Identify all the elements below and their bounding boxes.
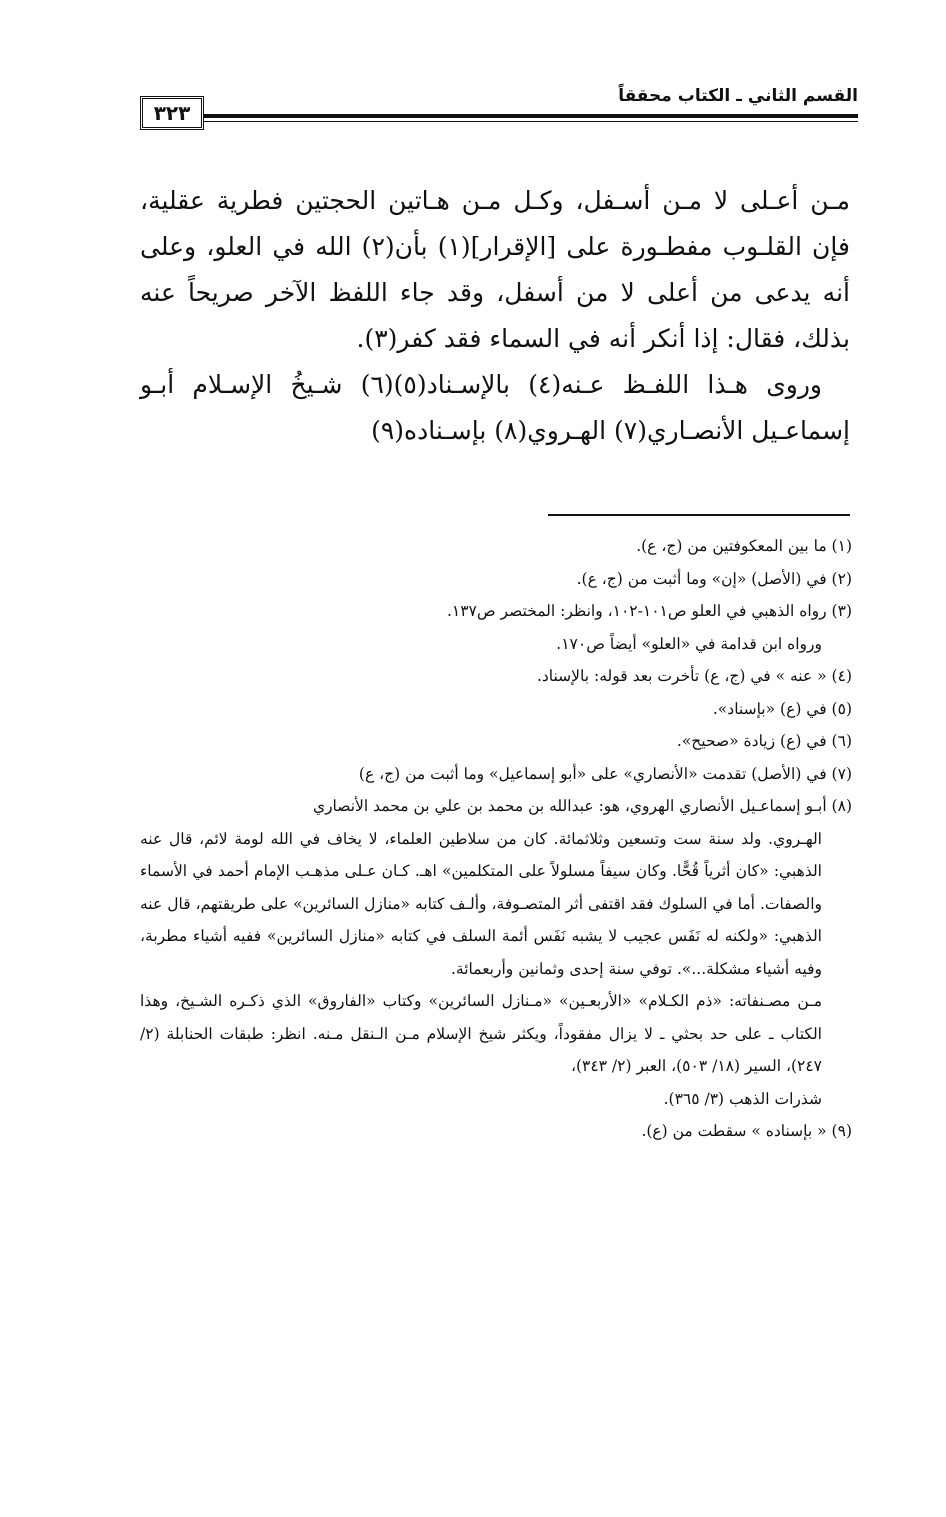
page-header xyxy=(140,84,858,144)
footnote-6: (٦) في (ع) زيادة «صحيح». xyxy=(676,732,852,750)
footnote-9: (٩) « بإسناده » سقطت من (ع). xyxy=(641,1122,852,1140)
running-title: القسم الثاني ـ الكتاب محققاً xyxy=(618,86,858,106)
header-rule-thin xyxy=(204,121,858,122)
main-text xyxy=(140,178,850,454)
footnote-7: (٧) في (الأصل) تقدمت «الأنصاري» على «أبو إسماعيل» وما أثبت من (ج، ع) xyxy=(358,764,852,783)
page-number: ٣٢٣ xyxy=(140,96,204,130)
footnote-8-continuation: شذرات الذهب (٣/ ٣٦٥). xyxy=(663,1089,822,1108)
footnote-2: (٢) في (الأصل) «إن» وما أثبت من (ج، ع). xyxy=(576,569,852,588)
footnote-5: (٥) في (ع) «بإسناد». xyxy=(712,699,852,718)
footnote-8-continuation: مـن مصـنفاته: «ذم الكـلام» «الأربعـين» «مـنازل السائرين» وكتاب «الفاروق» الذي ذكـره الشـيخ، وهذا الكتاب ـ على حد بحثي ـ لا يزال مفقوداً، ويكثر شيخ الإسلام مـن الـنقل مـنه. انظر: طبقات الحنابلة (٢/ ٢٤٧)، السير (١٨/ ٥٠٣)، العبر (٢/ ٣٤٣)، xyxy=(140,992,822,1075)
footnote-separator xyxy=(548,514,850,516)
footnote-3: (٣) رواه الذهبي في العلو ص١٠١-١٠٢، وانظر: المختصر ص١٣٧. xyxy=(446,602,852,620)
footnote-1: (١) ما بين المعكوفتين من (ج، ع). xyxy=(636,537,852,555)
paragraph: مـن أعـلى لا مـن أسـفل، وكـل مـن هـاتين الحجتين فطرية عقلية، فإن القلـوب مفطـورة على [الإقرار](١) بأن(٢) الله في العلو، وعلى أنه يدعى من أعلى لا من أسفل، وقد جاء اللفظ الآخر صريحاً عنه بذلك، فقال: إذا أنكر أنه في السماء فقد كفر(٣). xyxy=(140,186,850,353)
footnote-8-continuation: الهـروي. ولد سنة ست وتسعين وثلاثمائة. كان من سلاطين العلماء، لا يخاف في الله لومة لائم، قال عنه الذهبي: «كان أثرياً قُحًّا. وكان سيفاً مسلولاً على المتكلمين» اهـ. كـان عـلى مذهـب الإمام أحمد في الأسماء والصفات. أما في السلوك فقد اقتفى أثر المتصـوفة، وألـف كتابه «منازل السائرين» على طريقتهم، قال عنه الذهبي: «ولكنه له نَفَس عجيب لا يشبه نَفَس أئمة السلف في كتابه «منازل السائرين» ففيه أشياء مطربة، وفيه أشياء مشكلة...». توفي سنة إحدى وثمانين وأربعمائة. xyxy=(140,829,822,978)
footnote-8: (٨) أبـو إسماعـيل الأنصاري الهروي، هو: عبدالله بن محمد بن علي بن محمد الأنصاري xyxy=(312,797,852,815)
footnotes xyxy=(140,530,852,1148)
header-rule xyxy=(204,114,858,118)
footnote-4: (٤) « عنه » في (ج، ع) تأخرت بعد قوله: بالإسناد. xyxy=(536,667,852,685)
footnote-3-continuation: ورواه ابن قدامة في «العلو» أيضاً ص١٧٠. xyxy=(556,634,822,653)
paragraph: وروى هـذا اللفـظ عـنه(٤) بالإسـناد(٥)(٦) شـيخُ الإسـلام أبـو إسماعـيل الأنصـاري(٧) الهـروي(٨) بإسـناده(٩) xyxy=(140,370,850,445)
